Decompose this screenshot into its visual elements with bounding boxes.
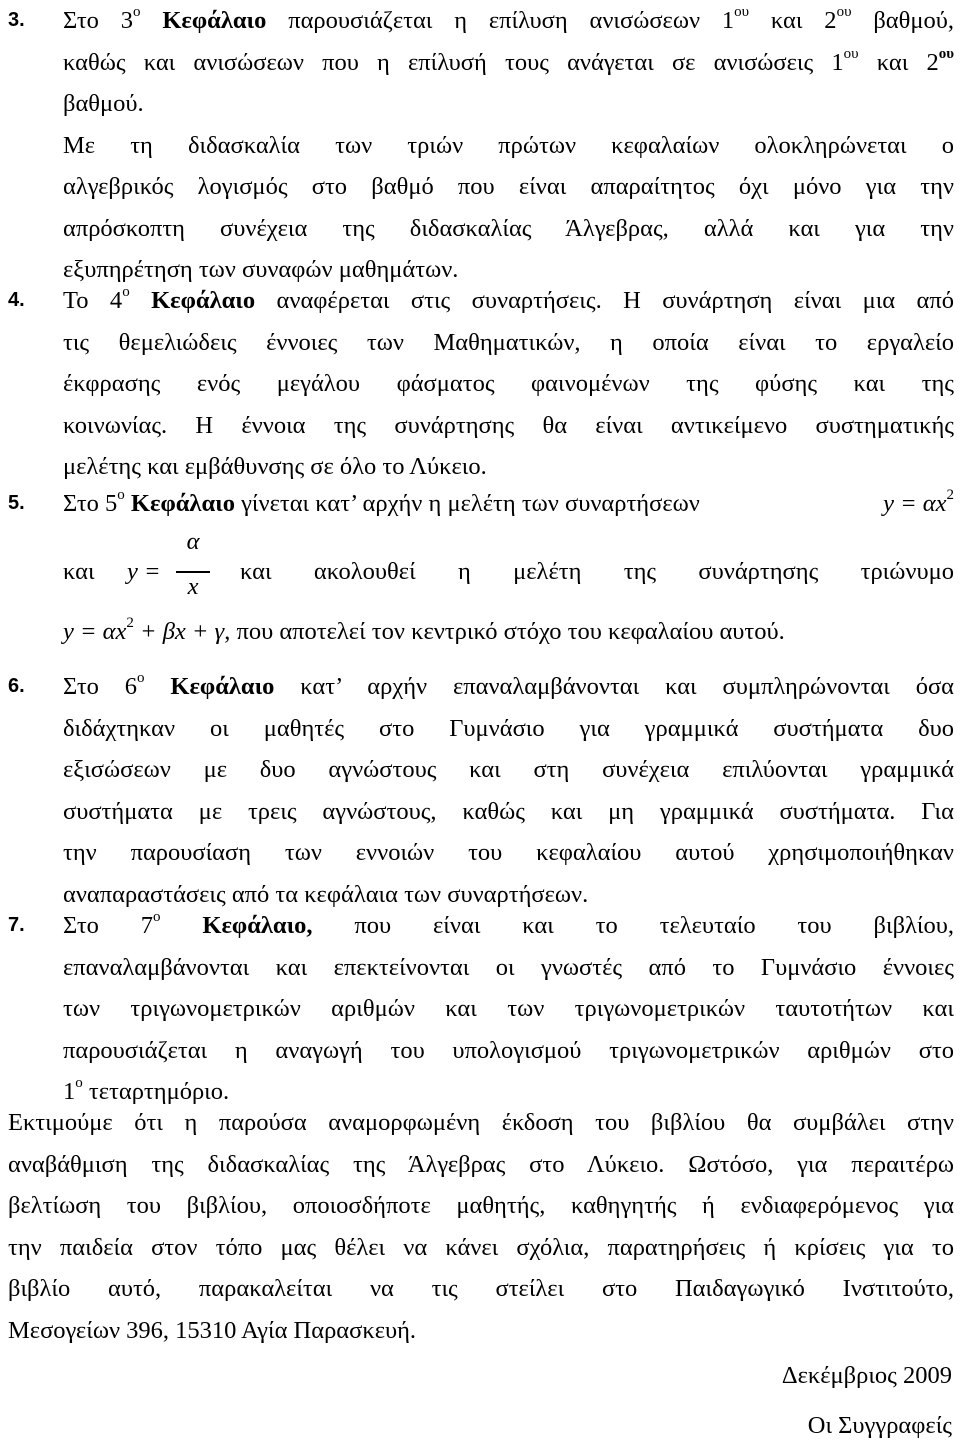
text-line [63,988,954,1030]
text-line [63,208,954,250]
chapter-label: Κεφάλαιο, [202,912,313,939]
text-line [63,832,954,874]
closing-line: Μεσογείων 396, 15310 Αγία Παρασκευή. [8,1316,417,1344]
text-segment: αναφέρεται στις συναρτήσεις. Η συνάρτηση είναι μια από [255,287,954,314]
closing-line: βιβλίο αυτό, παρακαλείται να τις στείλει στο Παιδαγωγικό Ινστιτούτο, [8,1275,954,1302]
formula-exponent: 2 [126,615,134,631]
text-segment: αλγεβρικός λογισμός στο βαθμό που είναι απαραίτητος όχι μόνο για την [63,173,954,200]
formula-text: y = αx [883,490,947,517]
text-segment: αναπαραστάσεις από τα κεφάλαια των συναρτήσεων. [63,880,589,908]
text-segment: εξισώσεων με δυο αγνώστους και στη συνέχεια επιλύονται γραμμικά [63,756,954,783]
text-segment: των τριγωνομετρικών αριθμών και των τριγωνομετρικών ταυτοτήτων και [63,995,954,1022]
text-line [63,0,954,42]
text-segment [130,287,151,314]
text-segment: Με τη διδασκαλία των τριών πρώτων κεφαλαίων ολοκληρώνεται ο [63,131,954,159]
date: Δεκέμβριος 2009 [781,1362,952,1389]
closing-line: την παιδεία στον τόπο μας θέλει να κάνει σχόλια, παρατηρήσεις ή κρίσεις για το [8,1233,954,1261]
text-line [63,166,954,208]
text-line [63,83,954,125]
text-segment: εξυπηρέτηση των συναφών μαθημάτων. [63,256,459,283]
item-body [63,666,954,915]
formula-y-ax2 [883,483,954,525]
signature: Οι Συγγραφείς [807,1412,952,1439]
text-segment: μελέτης και εμβάθυνσης σε όλο το Λύκειο. [63,453,487,480]
item-5-line-3 [63,611,785,653]
text-segment: έκφρασης ενός μεγάλου φάσματος φαινομένων της φύσης και της [63,370,954,397]
text-line [63,749,954,791]
text-line [63,42,954,84]
text-line [63,1030,954,1072]
chapter-label: Κεφάλαιο [162,7,267,34]
superscript: ο [75,1075,83,1091]
text-segment: απρόσκοπτη συνέχεια της διδασκαλίας Άλγεβρας, αλλά και για την [63,214,954,242]
text-line [63,708,954,750]
text-line [63,791,954,833]
formula-text: + βx + γ [133,618,225,645]
closing-line: αναβάθμιση της διδασκαλίας της Άλγεβρας στο Λύκειο. Ωστόσο, για περαιτέρω [8,1150,954,1178]
text-segment: βαθμού. [63,90,144,117]
closing-paragraph [8,1102,954,1351]
text-segment: καθώς και ανισώσεων που η επίλυσή τους ανάγεται σε ανισώσεις 1 [63,48,844,76]
text-line [63,405,954,447]
text-segment [145,673,171,700]
item-body [63,280,954,488]
text-segment: συστήματα με τρεις αγνώστους, καθώς και μη γραμμικά συστήματα. Για [63,797,954,825]
formula-trinomial [63,615,225,645]
fraction-lhs: y = [127,558,161,585]
text-line [63,666,954,708]
superscript: ο [153,909,161,925]
closing-line: Εκτιμούμε ότι η παρούσα αναμορφωμένη έκδοση του βιβλίου θα συμβάλει στην [8,1109,954,1136]
chapter-label: Κεφάλαιο [130,490,235,517]
item-5-line-2 [63,529,954,599]
superscript: ου [938,45,955,62]
item-number: 5. [8,492,25,514]
text-segment: κοινωνίας. Η έννοια της συνάρτησης θα είναι αντικείμενο συστηματικής [63,411,954,439]
text-line [63,363,954,405]
text-line [63,446,954,488]
superscript: ου [836,4,852,20]
item-number: 3. [8,9,25,31]
item-body [63,905,954,1113]
text-segment: παρουσιάζεται η αναγωγή του υπολογισμού τριγωνομετρικών αριθμών στο [63,1036,954,1064]
item-number: 4. [8,289,25,311]
text: και ακολουθεί η μελέτη της συνάρτησης τριώνυμο [240,558,954,585]
superscript: ο [137,670,145,686]
text-line [63,947,954,989]
text-segment: Στο 7 [63,912,154,939]
superscript: ου [843,45,859,62]
item-number: 7. [8,914,25,936]
formula-text: y = αx [63,618,127,645]
text-line [63,125,954,167]
text-segment: κατ’ αρχήν επαναλαμβάνονται και συμπληρώνονται όσα [274,673,954,700]
text-segment: Το 4 [63,287,123,314]
item-body [63,483,954,663]
text-segment: 1 [63,1078,76,1105]
text-segment [141,7,163,34]
superscript: ο [133,4,141,20]
item-number: 6. [8,675,25,697]
superscript: ο [122,284,130,300]
chapter-label: Κεφάλαιο [170,673,275,700]
text-segment: που είναι και το τελευταίο του βιβλίου, [312,912,955,939]
text-line [63,905,954,947]
text-segment: τις θεμελιώδεις έννοιες των Μαθηματικών, η οποία είναι το εργαλείο [63,328,954,356]
text: Στο 5 [63,490,118,517]
text-line [63,322,954,364]
text: , που αποτελεί τον κεντρικό στόχο του κεφαλαίου αυτού. [224,618,785,645]
item-body [63,0,954,291]
text-segment: και 2 [858,48,939,76]
fraction-numerator: α [186,528,200,555]
text-segment: παρουσιάζεται η επίλυση ανισώσεων 1 [266,7,735,34]
text: γίνεται κατ’ αρχήν η μελέτη των συναρτήσεων [234,490,700,517]
text-segment: Στο 3 [63,7,133,34]
superscript: ο [117,487,125,503]
text-segment: και 2 [749,7,837,34]
text-segment: Στο 6 [63,673,138,700]
text: και [63,558,95,585]
chapter-label: Κεφάλαιο [151,287,256,314]
text-segment: διδάχτηκαν οι μαθητές στο Γυμνάσιο για γραμμικά συστήματα δυο [63,714,954,742]
text-segment: τεταρτημόριο. [82,1078,230,1105]
closing-line: βελτίωση του βιβλίου, οποιοσδήποτε μαθητής, καθηγητής ή ενδιαφερόμενος για [8,1192,954,1219]
superscript: ου [734,4,750,20]
formula-exponent: 2 [946,487,954,503]
item-5-line-1 [63,483,954,525]
text-segment: την παρουσίαση των εννοιών του κεφαλαίου αυτού χρησιμοποιήθηκαν [63,839,954,866]
text-segment [161,912,203,939]
text-segment: επαναλαμβάνονται και επεκτείνονται οι γνωστές από το Γυμνάσιο έννοιες [63,953,954,981]
text-line [63,280,954,322]
fraction-denominator: x [187,573,199,600]
text-segment: βαθμού, [851,7,955,34]
